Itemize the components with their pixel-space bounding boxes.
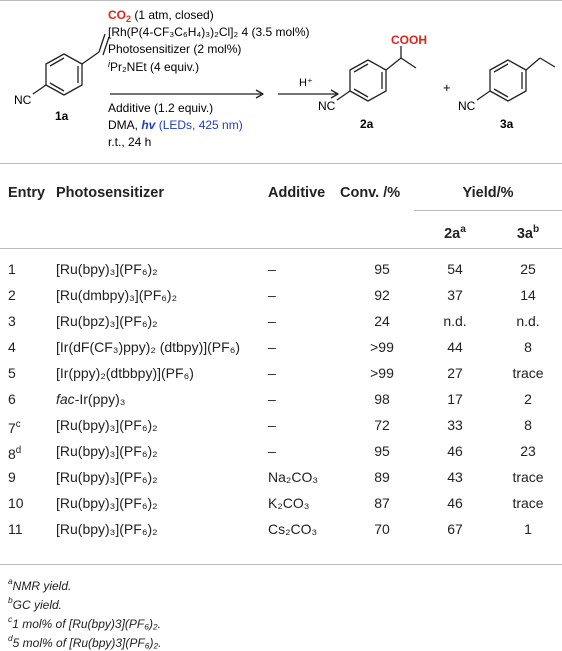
row-additive: K₂CO₃ bbox=[268, 495, 310, 511]
header-conversion: Conv. /% bbox=[340, 185, 401, 201]
row-conversion: 92 bbox=[374, 287, 390, 303]
row-yield-2a: 67 bbox=[447, 521, 463, 537]
row-conversion: 89 bbox=[374, 469, 390, 485]
row-yield-3a: trace bbox=[512, 469, 544, 485]
row-entry: 3 bbox=[8, 313, 16, 329]
row-entry: 1 bbox=[8, 261, 16, 277]
footnote: $^c$1 mol% of [Ru(bpy)3](PF₆)₂. bbox=[8, 614, 161, 631]
row-yield-3a: 23 bbox=[520, 443, 536, 459]
row-additive: – bbox=[268, 365, 276, 381]
row-photosensitizer: [Ru(bpy)₃](PF₆)₂ bbox=[56, 521, 158, 537]
row-additive: – bbox=[268, 391, 276, 407]
row-yield-2a: 46 bbox=[447, 495, 463, 511]
row-entry: 8$^d$ bbox=[8, 445, 22, 462]
row-entry: 6 bbox=[8, 391, 16, 407]
row-additive: – bbox=[268, 417, 276, 433]
row-yield-2a: 44 bbox=[447, 339, 463, 355]
row-yield-3a: n.d. bbox=[516, 313, 540, 329]
ring-1a bbox=[46, 54, 82, 95]
row-yield-3a: 8 bbox=[524, 417, 532, 433]
vinyl-group bbox=[82, 52, 99, 64]
row-conversion: 98 bbox=[374, 391, 390, 407]
row-yield-3a: 14 bbox=[520, 287, 536, 303]
row-yield-2a: 43 bbox=[447, 469, 463, 485]
ring-2a bbox=[350, 60, 386, 101]
row-additive: – bbox=[268, 287, 276, 303]
table-bottom-rule bbox=[0, 564, 562, 565]
row-yield-3a: 25 bbox=[520, 261, 536, 277]
header-yield-3a: $3a^b$ bbox=[516, 224, 540, 242]
condition-additive: Additive (1.2 equiv.) bbox=[108, 101, 214, 115]
row-photosensitizer: fac-Ir(ppy)₃ bbox=[56, 391, 126, 407]
condition-photosensitizer: Photosensitizer (2 mol%) bbox=[108, 42, 242, 56]
ring-3a bbox=[490, 60, 526, 101]
row-conversion: 72 bbox=[374, 417, 390, 433]
row-yield-2a: 33 bbox=[447, 417, 463, 433]
row-yield-2a: 17 bbox=[447, 391, 463, 407]
row-photosensitizer: [Ru(bpy)₃](PF₆)₂ bbox=[56, 443, 158, 459]
row-entry: 4 bbox=[8, 339, 16, 355]
table-top-rule bbox=[0, 163, 562, 164]
row-yield-3a: 2 bbox=[524, 391, 532, 407]
nc-label-2a: NC bbox=[318, 99, 336, 113]
condition-co2: $CO_2$ (1 atm, closed) bbox=[108, 8, 214, 24]
acid-label: H⁺ bbox=[299, 77, 313, 89]
row-photosensitizer: [Ir(dF(CF₃)ppy)₂ (dtbpy)](PF₆) bbox=[56, 339, 241, 355]
header-additive: Additive bbox=[268, 185, 326, 201]
row-additive: Na₂CO₃ bbox=[268, 469, 319, 485]
footnote: $^d$5 mol% of [Ru(bpy)3](PF₆)₂. bbox=[8, 633, 162, 650]
row-entry: 7$^c$ bbox=[8, 419, 21, 436]
header-entry: Entry bbox=[8, 185, 46, 201]
header-yield-2a: $2a^a$ bbox=[444, 224, 466, 242]
row-additive: – bbox=[268, 261, 276, 277]
compound-2a-label: 2a bbox=[360, 117, 374, 131]
row-yield-3a: 1 bbox=[524, 521, 532, 537]
cooh-label: COOH bbox=[391, 33, 427, 47]
condition-base: $^i$Pr₂NEt (4 equiv.) bbox=[108, 59, 200, 74]
row-conversion: 95 bbox=[374, 261, 390, 277]
header-bottom-rule bbox=[0, 248, 562, 249]
row-photosensitizer: [Ir(ppy)₂(dtbbpy)](PF₆) bbox=[56, 365, 194, 381]
row-yield-3a: trace bbox=[512, 495, 544, 511]
plus-sign: + bbox=[443, 80, 451, 95]
row-additive: – bbox=[268, 313, 276, 329]
row-yield-2a: n.d. bbox=[443, 313, 467, 329]
row-yield-2a: 37 bbox=[447, 287, 463, 303]
row-conversion: >99 bbox=[370, 339, 394, 355]
compound-1a-label: 1a bbox=[55, 109, 69, 123]
row-photosensitizer: [Ru(bpy)₃](PF₆)₂ bbox=[56, 417, 158, 433]
row-photosensitizer: [Ru(dmbpy)₃](PF₆)₂ bbox=[56, 287, 178, 303]
row-photosensitizer: [Ru(bpy)₃](PF₆)₂ bbox=[56, 261, 158, 277]
row-additive: – bbox=[268, 443, 276, 459]
row-conversion: 70 bbox=[374, 521, 390, 537]
reaction-scheme bbox=[0, 0, 562, 150]
row-conversion: 87 bbox=[374, 495, 390, 511]
row-photosensitizer: [Ru(bpy)₃](PF₆)₂ bbox=[56, 469, 158, 485]
condition-temp-time: r.t., 24 h bbox=[108, 135, 152, 149]
footnote: $^b$GC yield. bbox=[8, 595, 63, 612]
row-additive: – bbox=[268, 339, 276, 355]
row-photosensitizer: [Ru(bpz)₃](PF₆)₂ bbox=[56, 313, 158, 329]
row-photosensitizer: [Ru(bpy)₃](PF₆)₂ bbox=[56, 495, 158, 511]
row-additive: Cs₂CO₃ bbox=[268, 521, 318, 537]
row-yield-2a: 54 bbox=[447, 261, 463, 277]
row-conversion: 95 bbox=[374, 443, 390, 459]
row-yield-2a: 46 bbox=[447, 443, 463, 459]
condition-solvent-light: DMA, hv (LEDs, 425 nm) bbox=[108, 118, 243, 132]
row-yield-2a: 27 bbox=[447, 365, 463, 381]
condition-rh-catalyst: [Rh(P(4-CF₃C₆H₄)₃)₂Cl]₂ 4 (3.5 mol%) bbox=[108, 25, 310, 39]
row-entry: 10 bbox=[8, 495, 24, 511]
row-entry: 9 bbox=[8, 469, 16, 485]
nc-label-3a: NC bbox=[458, 99, 476, 113]
footnote: $^a$NMR yield. bbox=[8, 576, 72, 593]
row-yield-3a: trace bbox=[512, 365, 544, 381]
header-yield: Yield/% bbox=[462, 185, 514, 201]
nc-label-1a: NC bbox=[14, 93, 32, 107]
row-conversion: 24 bbox=[374, 313, 390, 329]
row-yield-3a: 8 bbox=[524, 339, 532, 355]
row-entry: 2 bbox=[8, 287, 16, 303]
row-conversion: >99 bbox=[370, 365, 394, 381]
row-entry: 11 bbox=[8, 521, 23, 537]
compound-3a-label: 3a bbox=[500, 117, 514, 131]
yield-subrule bbox=[414, 210, 562, 211]
header-photosensitizer: Photosensitizer bbox=[56, 185, 164, 201]
row-entry: 5 bbox=[8, 365, 16, 381]
